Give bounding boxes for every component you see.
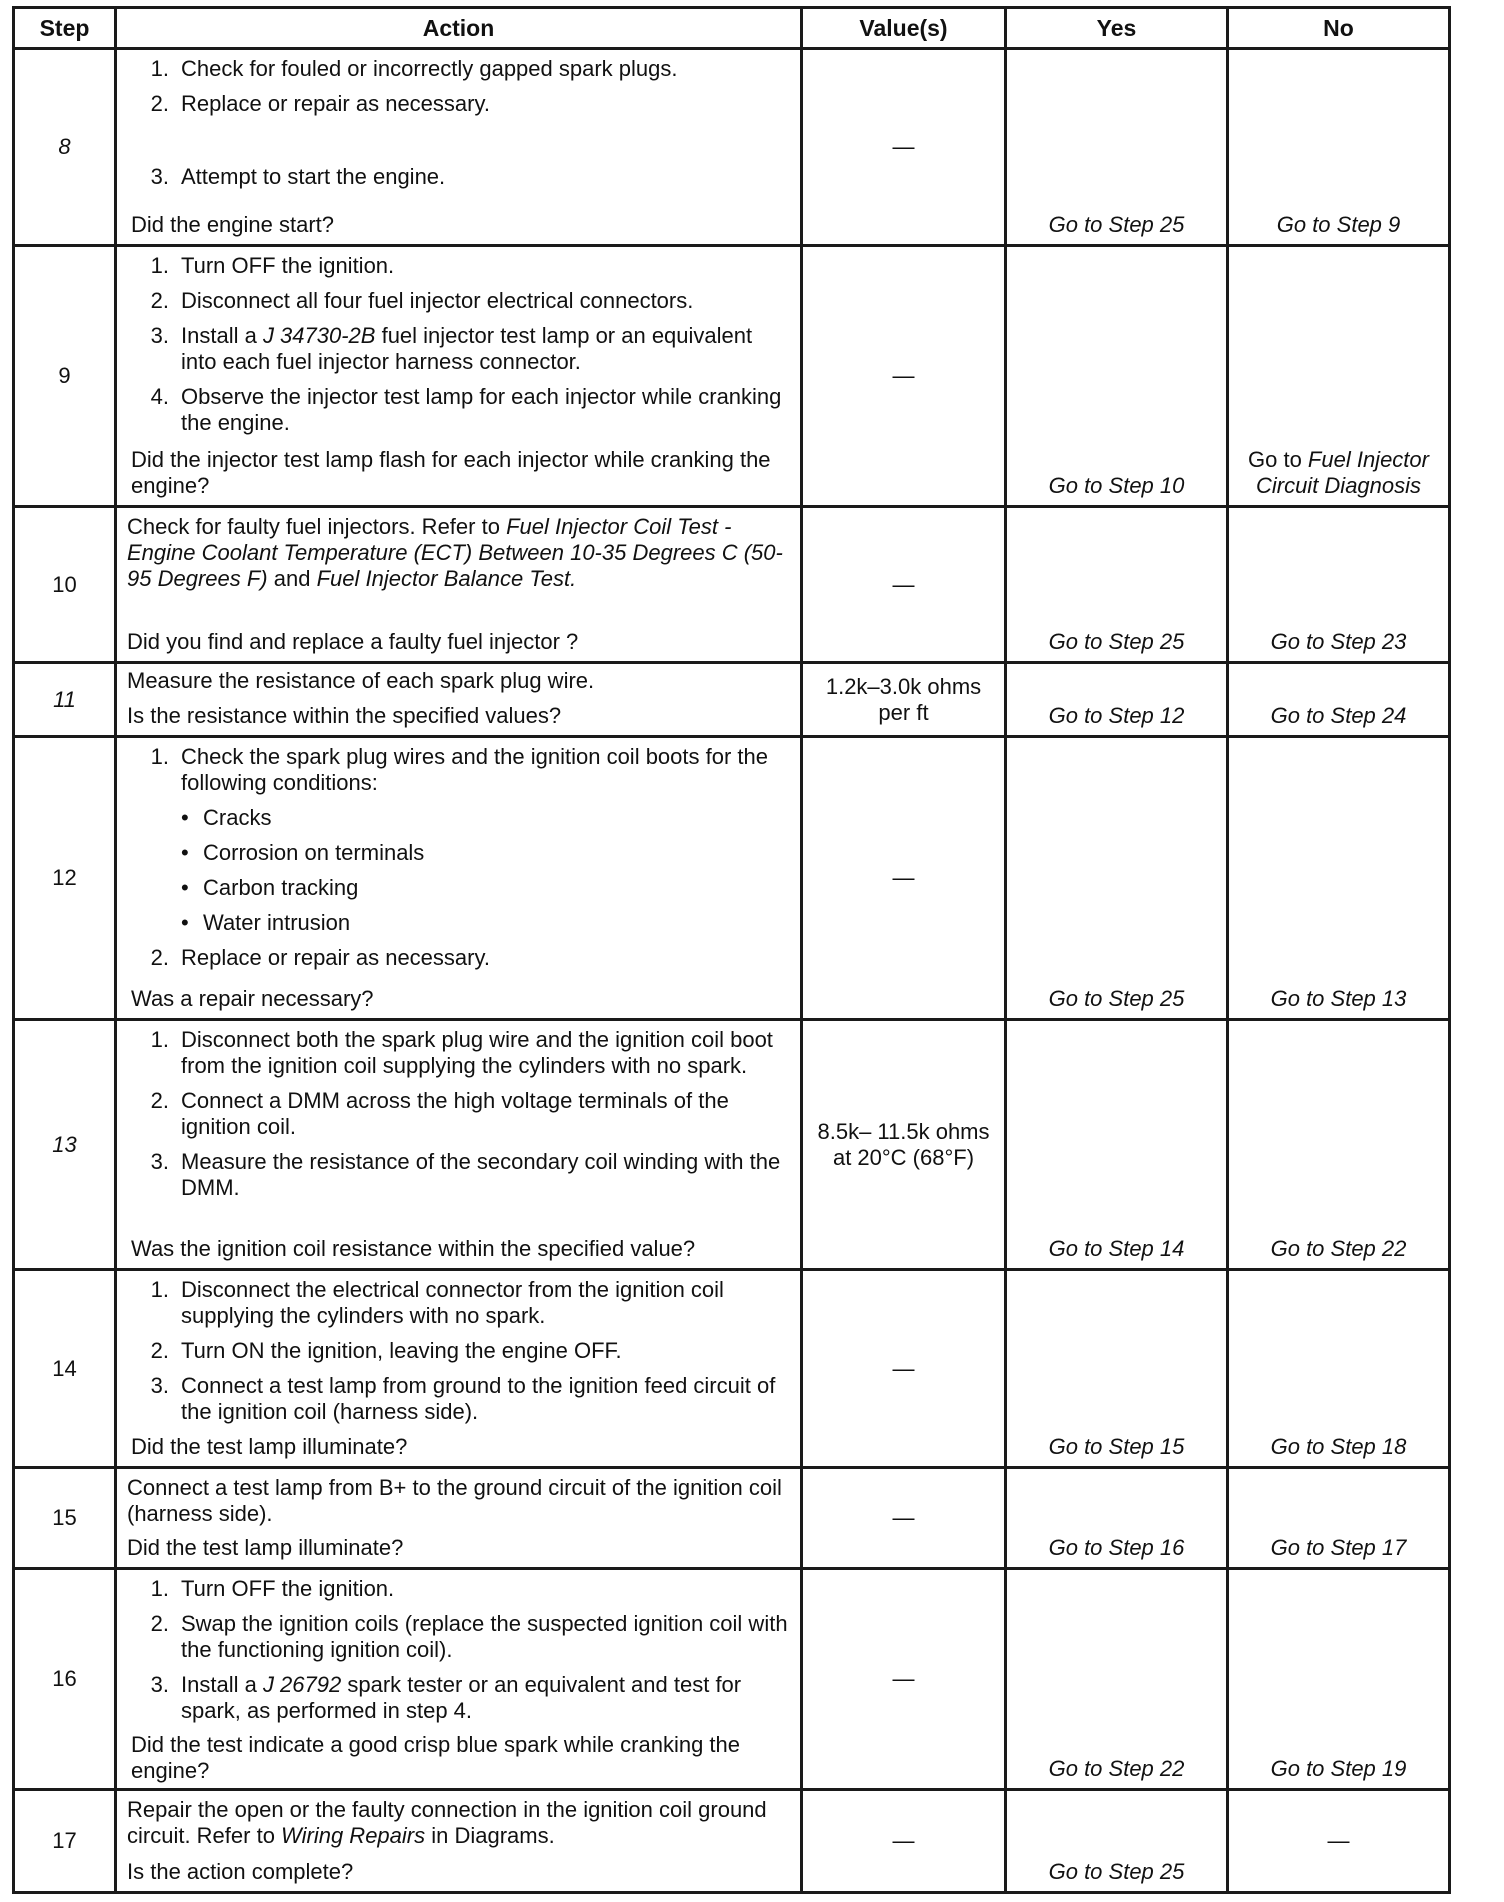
step-number: 12 — [14, 737, 116, 1020]
table-row — [14, 663, 1450, 737]
action-question: Did the injector test lamp flash for each injector while cranking the engine? — [131, 447, 771, 498]
header-row — [14, 8, 1450, 49]
action-item: Attempt to start the engine. — [181, 164, 446, 189]
text: and — [267, 566, 317, 591]
table-row — [14, 246, 1450, 507]
value-cell: — — [802, 1790, 1006, 1893]
table-row — [14, 1790, 1450, 1893]
header-values: Value(s) — [802, 8, 1006, 49]
header-yes: Yes — [1006, 8, 1228, 49]
yes-cell: Go to Step 25 — [1006, 49, 1228, 246]
action-question: Did the test indicate a good crisp blue spark while cranking the engine? — [131, 1732, 741, 1783]
action-item — [181, 1672, 792, 1724]
yes-cell: Go to Step 22 — [1006, 1569, 1228, 1790]
no-cell: Go to Step 23 — [1228, 507, 1450, 663]
action-item: Observe the injector test lamp for each injector while cranking the engine. — [181, 384, 782, 435]
action-question: Is the action complete? — [127, 1859, 354, 1884]
value-cell: — — [802, 49, 1006, 246]
action-question: Was a repair necessary? — [131, 986, 374, 1011]
yes-cell: Go to Step 15 — [1006, 1270, 1228, 1468]
diagnostic-table — [12, 6, 1451, 1894]
action-cell: 1. Turn OFF the ignition. 2. Swap the ignition coils (replace the suspected ignition coil with the functioning ignition coil). 3. Install a J 26792 spark tester or an equivalent and test for spark, as performed in step 4. Did the test indicate a good crisp blue spark while cranking the engine? — [116, 1569, 802, 1790]
action-item: Check the spark plug wires and the ignition coil boots for the following conditions: — [181, 744, 768, 795]
yes-cell: Go to Step 25 — [1006, 507, 1228, 663]
action-item: Turn ON the ignition, leaving the engine OFF. — [181, 1338, 622, 1363]
action-question: Is the resistance within the specified values? — [127, 703, 562, 728]
step-number: 9 — [14, 246, 116, 507]
value-cell: 1.2k–3.0k ohms per ft — [802, 663, 1006, 737]
action-question: Did you find and replace a faulty fuel injector ? — [127, 629, 579, 654]
action-cell — [116, 1468, 802, 1569]
action-cell — [116, 663, 802, 737]
action-cell — [116, 507, 802, 663]
table-row — [14, 49, 1450, 246]
step-number: 10 — [14, 507, 116, 663]
action-item: Disconnect both the spark plug wire and the ignition coil boot from the ignition coil supplying the cylinders with no spark. — [181, 1027, 773, 1078]
step-number: 17 — [14, 1790, 116, 1893]
no-cell: Go to Step 17 — [1228, 1468, 1450, 1569]
table-row — [14, 1020, 1450, 1270]
table-row — [14, 1270, 1450, 1468]
action-cell: 1. Disconnect the electrical connector from the ignition coil supplying the cylinders with no spark. 2. Turn ON the ignition, leaving the engine OFF. 3. Connect a test lamp from ground to the ignition feed circuit of the ignition coil (harness side). Did the test lamp illuminate? — [116, 1270, 802, 1468]
action-text: Measure the resistance of each spark plug wire. — [127, 668, 595, 693]
step-number: 16 — [14, 1569, 116, 1790]
action-item: Connect a DMM across the high voltage terminals of the ignition coil. — [181, 1088, 729, 1139]
link-fuel-injector-coil-test[interactable]: Fuel Injector Coil Test - Engine Coolant Temperature (ECT) Between 10-35 Degrees C (50-95 Degrees F) — [127, 514, 783, 591]
action-item: Turn OFF the ignition. — [181, 1576, 395, 1601]
text: spark tester or an equivalent and test for spark, as performed in step 4. — [181, 1672, 742, 1723]
no-cell: Go to Step 24 — [1228, 663, 1450, 737]
action-text — [127, 514, 792, 592]
text: fuel injector test lamp or an equivalent into each fuel injector harness connector. — [181, 323, 753, 374]
action-item: Disconnect all four fuel injector electrical connectors. — [181, 288, 694, 313]
action-item: Measure the resistance of the secondary coil winding with the DMM. — [181, 1149, 781, 1200]
action-text: Connect a test lamp from B+ to the ground circuit of the ignition coil (harness side). — [127, 1475, 782, 1526]
action-cell: 1. Check the spark plug wires and the ignition coil boots for the following conditions: • Cracks • Corrosion on terminals • Carbon tracking • Water intrusion 2. Replace or repair as necessary. Was a repair necessary? — [116, 737, 802, 1020]
tool-reference: J 26792 — [262, 1672, 342, 1697]
action-cell: 1. Disconnect both the spark plug wire and the ignition coil boot from the ignition coil supplying the cylinders with no spark. 2. Connect a DMM across the high voltage terminals of the ignition coil. 3. Measure the resistance of the secondary coil winding with the DMM. Was the ignition coil resistance within the specified value? — [116, 1020, 802, 1270]
action-question: Did the test lamp illuminate? — [127, 1535, 404, 1560]
step-number: 14 — [14, 1270, 116, 1468]
value-cell: 8.5k– 11.5k ohms at 20°C (68°F) — [802, 1020, 1006, 1270]
table-row — [14, 1468, 1450, 1569]
link-fuel-injector-circuit-diagnosis[interactable]: Fuel Injector Circuit Diagnosis — [1255, 447, 1429, 498]
value-cell: — — [802, 507, 1006, 663]
text: Check for faulty fuel injectors. Refer to — [127, 514, 507, 539]
value-cell: — — [802, 1569, 1006, 1790]
link-wiring-repairs[interactable]: Wiring Repairs — [281, 1823, 426, 1848]
step-number: 11 — [14, 663, 116, 737]
text: Repair the open or the faulty connection in the ignition coil ground circuit. Refer to — [127, 1797, 767, 1848]
no-cell: Go to Step 19 — [1228, 1569, 1450, 1790]
action-text — [127, 1797, 792, 1849]
value-cell: — — [802, 737, 1006, 1020]
step-number: 13 — [14, 1020, 116, 1270]
yes-cell: Go to Step 14 — [1006, 1020, 1228, 1270]
action-item: Replace or repair as necessary. — [181, 945, 490, 970]
no-cell: Go to Step 13 — [1228, 737, 1450, 1020]
value-cell: — — [802, 1468, 1006, 1569]
header-action: Action — [116, 8, 802, 49]
action-item: Check for fouled or incorrectly gapped spark plugs. — [181, 56, 678, 81]
table-row — [14, 1569, 1450, 1790]
header-step: Step — [14, 8, 116, 49]
no-cell: Go to Step 22 — [1228, 1020, 1450, 1270]
action-question: Did the engine start? — [131, 212, 335, 237]
action-cell: 1. Check for fouled or incorrectly gapped spark plugs. 2. Replace or repair as necessary. 3. Attempt to start the engine. Did the engine start? — [116, 49, 802, 246]
bullet-item: • Cracks — [181, 805, 792, 831]
text: Go to — [1248, 447, 1308, 472]
no-cell — [1228, 246, 1450, 507]
step-number: 8 — [14, 49, 116, 246]
action-cell — [116, 1790, 802, 1893]
table-row — [14, 507, 1450, 663]
value-cell: — — [802, 246, 1006, 507]
action-question: Did the test lamp illuminate? — [131, 1434, 408, 1459]
bullet-item: • Water intrusion — [181, 910, 792, 936]
bullet-item: • Corrosion on terminals — [181, 840, 792, 866]
yes-cell: Go to Step 12 — [1006, 663, 1228, 737]
no-cell: — — [1228, 1790, 1450, 1893]
yes-cell: Go to Step 25 — [1006, 1790, 1228, 1893]
step-number: 15 — [14, 1468, 116, 1569]
text: Install a — [181, 323, 263, 348]
action-item: Connect a test lamp from ground to the ignition feed circuit of the ignition coil (harness side). — [181, 1373, 776, 1424]
action-item: Swap the ignition coils (replace the suspected ignition coil with the functioning ignition coil). — [181, 1611, 788, 1662]
table-row — [14, 737, 1450, 1020]
no-cell: Go to Step 18 — [1228, 1270, 1450, 1468]
text: Install a — [181, 1672, 263, 1697]
no-cell: Go to Step 9 — [1228, 49, 1450, 246]
action-item: Turn OFF the ignition. — [181, 253, 395, 278]
bullet-item: • Carbon tracking — [181, 875, 792, 901]
header-no: No — [1228, 8, 1450, 49]
text: in Diagrams. — [425, 1823, 555, 1848]
action-item — [181, 323, 792, 375]
yes-cell: Go to Step 25 — [1006, 737, 1228, 1020]
value-cell: — — [802, 1270, 1006, 1468]
yes-cell: Go to Step 10 — [1006, 246, 1228, 507]
action-question: Was the ignition coil resistance within the specified value? — [131, 1236, 696, 1261]
action-item: Disconnect the electrical connector from the ignition coil supplying the cylinders with no spark. — [181, 1277, 724, 1328]
yes-cell: Go to Step 16 — [1006, 1468, 1228, 1569]
link-fuel-injector-balance-test[interactable]: Fuel Injector Balance Test. — [316, 566, 577, 591]
tool-reference: J 34730-2B — [262, 323, 376, 348]
action-item: Replace or repair as necessary. — [181, 91, 490, 116]
action-cell: 1. Turn OFF the ignition. 2. Disconnect all four fuel injector electrical connectors. 3. Install a J 34730-2B fuel injector test lamp or an equivalent into each fuel injector harness connector. 4. Observe the injector test lamp for each injector while cranking the engine. Did the injector test lamp flash for each injector while cranking the engine? — [116, 246, 802, 507]
